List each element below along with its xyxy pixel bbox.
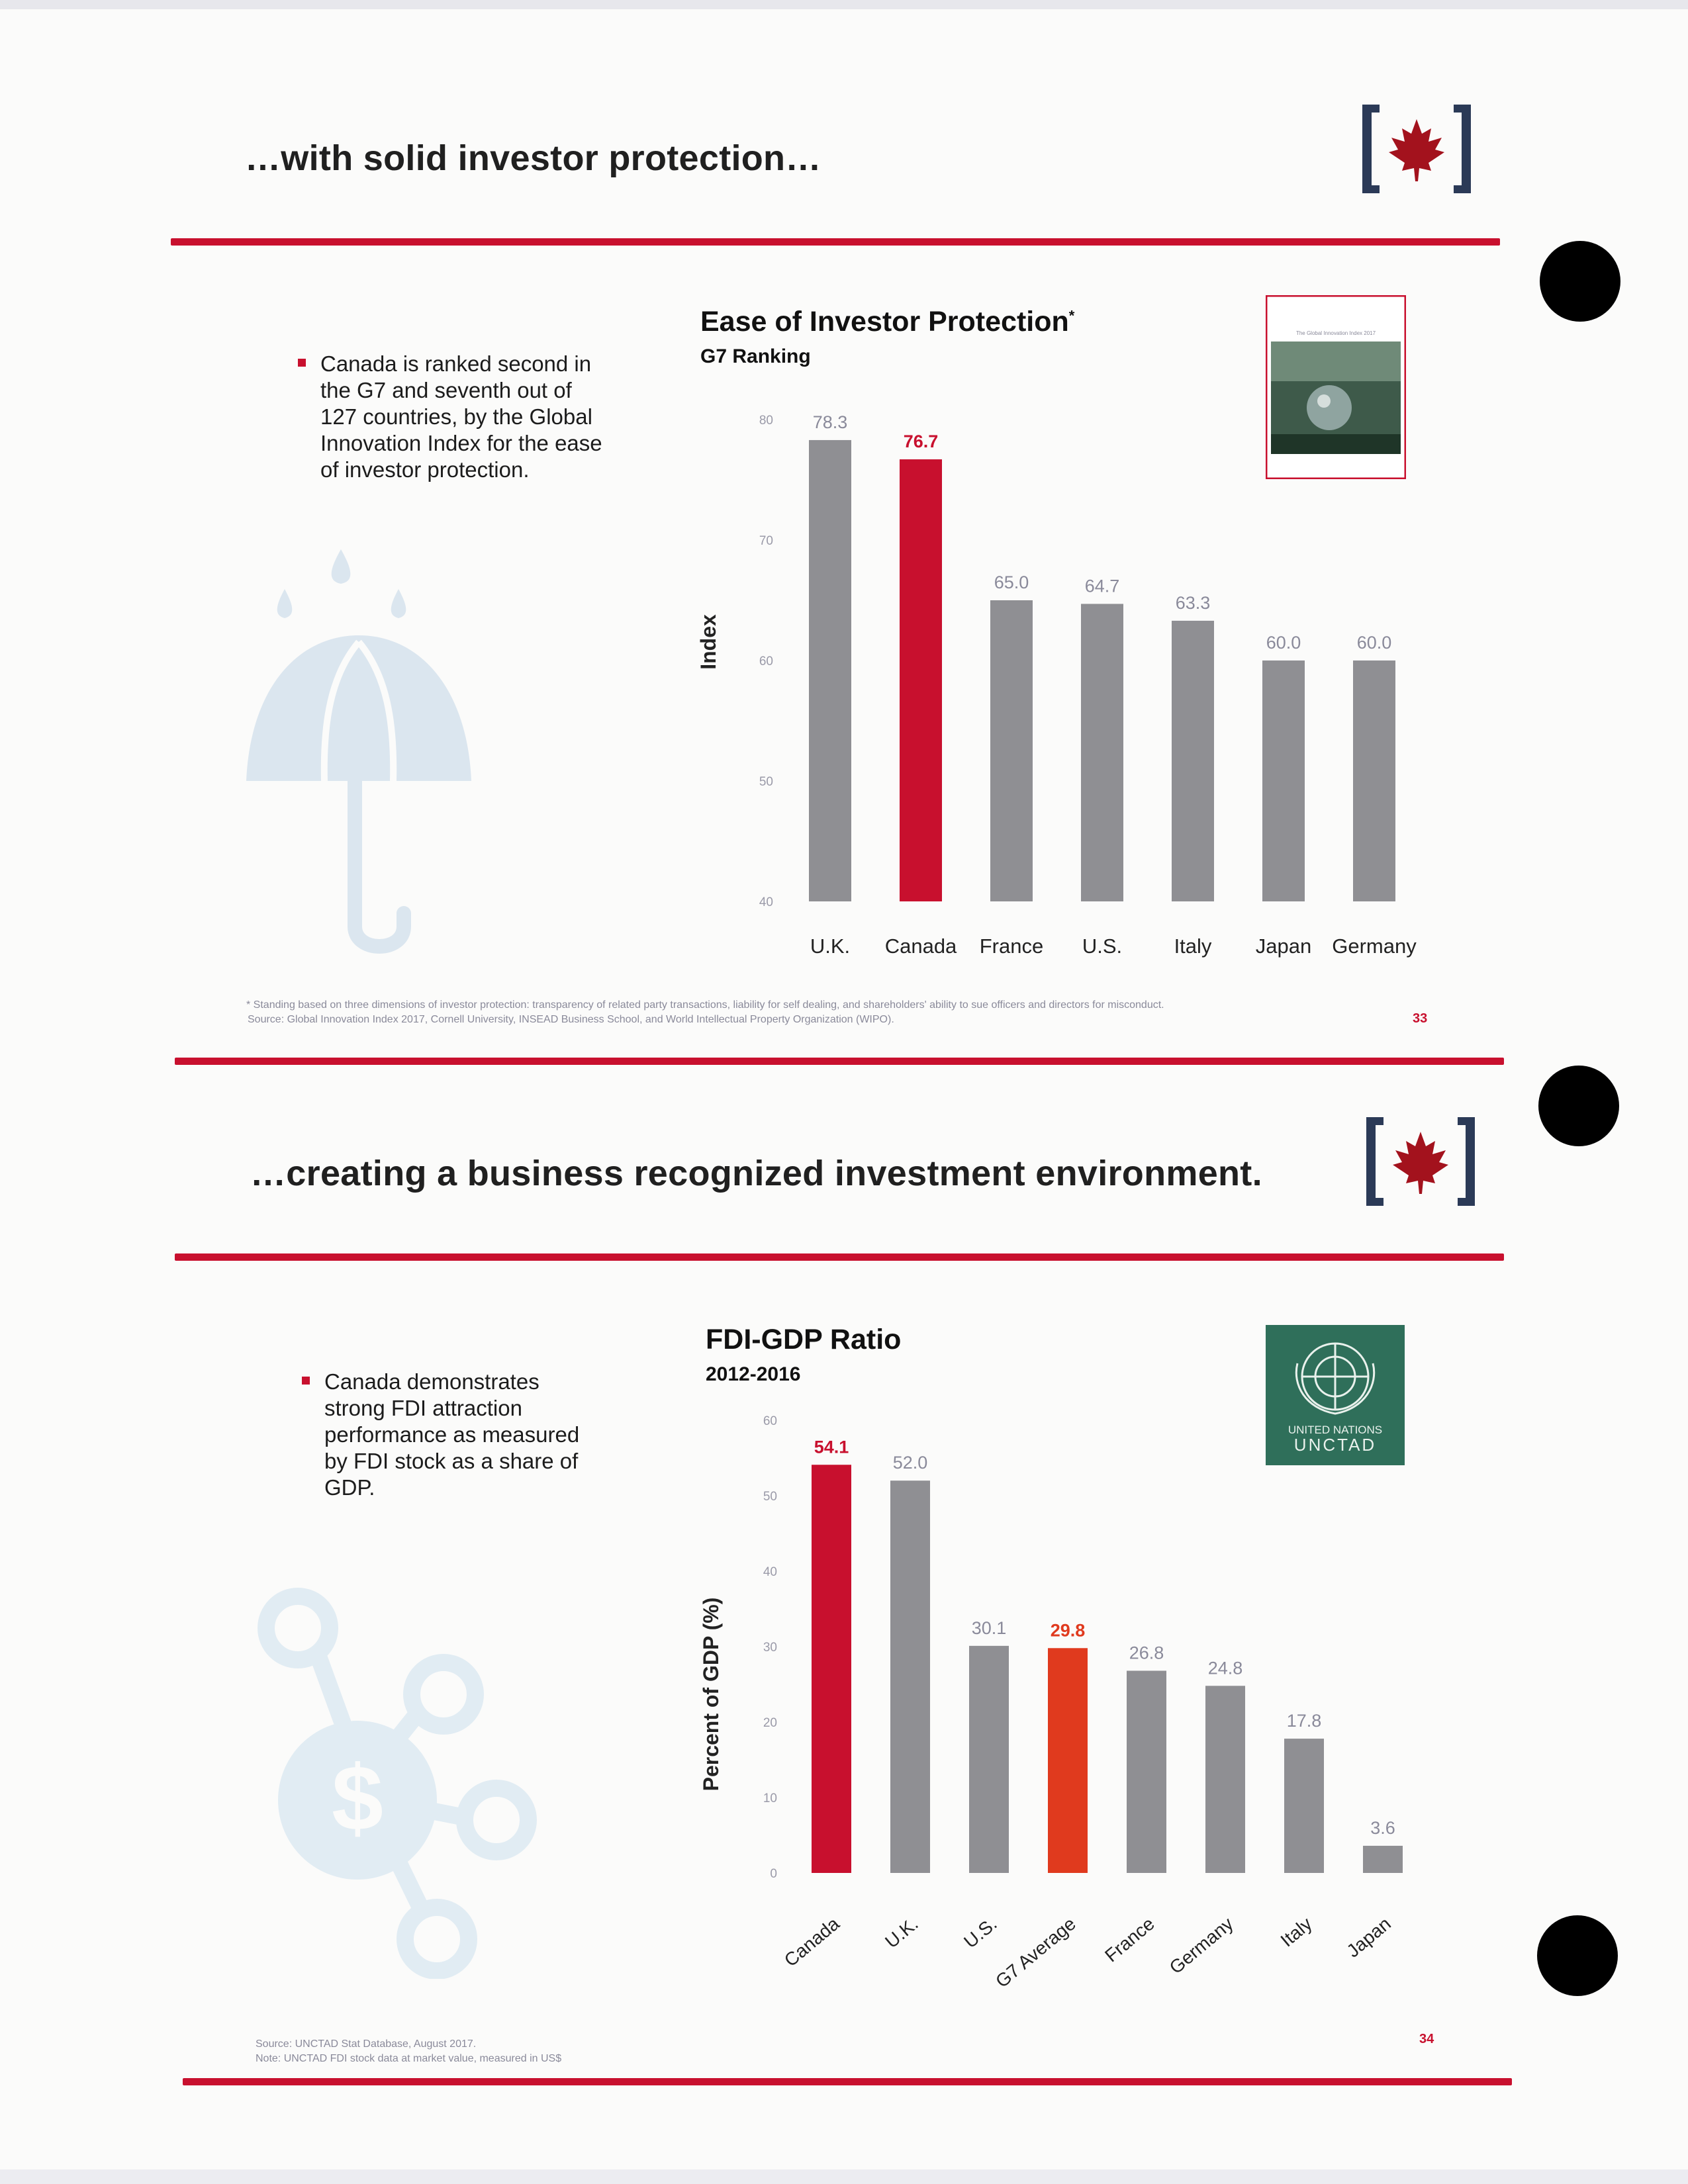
value-label: 17.8 xyxy=(1286,1711,1322,1731)
maple-leaf-bracket-logo-top xyxy=(1357,99,1476,199)
scan-edge-bottom xyxy=(0,2169,1688,2184)
chart-2-y-axis-label: Percent of GDP (%) xyxy=(699,1597,723,1792)
slide-34-title: …creating a business recognized investment environment. xyxy=(250,1154,1262,1193)
category-label: Canada xyxy=(884,934,957,958)
bar-italy xyxy=(1284,1739,1324,1873)
slide-34-bottom-rule xyxy=(183,2078,1512,2085)
y-tick-label: 30 xyxy=(763,1641,777,1655)
category-label: Italy xyxy=(1276,1913,1316,1951)
y-tick-label: 50 xyxy=(763,1490,777,1504)
value-label: 52.0 xyxy=(892,1453,928,1473)
category-label: U.S. xyxy=(960,1913,1001,1952)
page-number-34: 34 xyxy=(1419,2032,1434,2046)
chart-2-title: FDI-GDP Ratio xyxy=(706,1324,902,1355)
y-tick-label: 80 xyxy=(759,414,773,428)
slide-33-bullet: Canada is ranked second in the G7 and seventh out of 127 countries, by the Global Innovation Index for the ease of investor protection. xyxy=(320,351,612,483)
bar-u-k- xyxy=(890,1480,930,1873)
bar-u-s- xyxy=(1081,604,1123,901)
value-label: 29.8 xyxy=(1050,1620,1086,1641)
y-tick-label: 40 xyxy=(763,1565,777,1579)
bar-canada xyxy=(900,459,942,901)
bar-japan xyxy=(1262,660,1305,901)
chart-1-y-axis xyxy=(759,414,773,909)
bullet-square-icon xyxy=(302,1377,310,1385)
bar-germany xyxy=(1205,1686,1245,1873)
value-label: 54.1 xyxy=(814,1437,849,1457)
bar-france xyxy=(990,600,1033,901)
category-label: G7 Average xyxy=(992,1913,1080,1992)
category-label: U.K. xyxy=(810,934,851,958)
slide-34-top-rule xyxy=(175,1253,1504,1261)
chart-1-ease-of-investor-protection xyxy=(688,397,1483,966)
category-label: Germany xyxy=(1165,1913,1237,1978)
chart-1-y-axis-label: Index xyxy=(696,614,720,670)
value-label: 64.7 xyxy=(1084,576,1120,596)
value-label: 65.0 xyxy=(994,572,1029,592)
category-label: U.K. xyxy=(881,1913,922,1952)
punch-hole-2 xyxy=(1538,1066,1619,1146)
chart-2-subtitle: 2012-2016 xyxy=(706,1363,801,1385)
umbrella-rain-icon xyxy=(245,543,483,966)
value-label: 60.0 xyxy=(1356,633,1392,653)
maple-leaf-bracket-logo-bottom xyxy=(1361,1112,1480,1211)
category-label: Japan xyxy=(1342,1913,1395,1962)
slide-33-footnote-source: Source: Global Innovation Index 2017, Cornell University, INSEAD Business School, and World Intellectual Property Organization (WIPO). xyxy=(248,1014,894,1025)
y-tick-label: 60 xyxy=(759,655,773,668)
category-label: U.S. xyxy=(1082,934,1123,958)
y-tick-label: 70 xyxy=(759,534,773,548)
scan-edge-top xyxy=(0,0,1688,9)
un-logo-line1: UNITED NATIONS xyxy=(1288,1424,1383,1436)
bar-italy xyxy=(1172,621,1214,901)
bar-u-k- xyxy=(809,440,851,901)
chart-1-subtitle: G7 Ranking xyxy=(700,345,811,367)
slide-34-footnote-source: Source: UNCTAD Stat Database, August 2017. xyxy=(256,2038,477,2050)
slide-33-footnote-note: * Standing based on three dimensions of investor protection: transparency of related party transactions, liability for self dealing, and shareholders' ability to sue officers and directors for misconduct. xyxy=(246,999,1164,1011)
chart-2-bars xyxy=(812,1465,1403,1873)
un-logo-line2: UNCTAD xyxy=(1293,1435,1377,1455)
value-label: 30.1 xyxy=(971,1617,1007,1638)
category-label: Canada xyxy=(780,1913,843,1971)
bar-japan xyxy=(1363,1846,1403,1873)
y-tick-label: 60 xyxy=(763,1414,777,1428)
slide-34-bullet: Canada demonstrates strong FDI attraction performance as measured by FDI stock as a share of GDP. xyxy=(324,1369,602,1501)
category-label: Germany xyxy=(1332,934,1417,958)
value-label: 24.8 xyxy=(1207,1658,1243,1678)
chart-1-category-labels xyxy=(810,934,1417,958)
y-tick-label: 0 xyxy=(770,1867,777,1881)
slide-33-bottom-rule xyxy=(175,1058,1504,1065)
category-label: Japan xyxy=(1255,934,1312,958)
y-tick-label: 40 xyxy=(759,895,773,909)
punch-hole-1 xyxy=(1540,241,1620,322)
value-label: 63.3 xyxy=(1175,592,1211,613)
bar-france xyxy=(1127,1670,1166,1873)
chart-2-category-labels xyxy=(780,1913,1395,1992)
page-number-33: 33 xyxy=(1413,1011,1428,1026)
value-label: 3.6 xyxy=(1370,1817,1395,1838)
value-label: 26.8 xyxy=(1129,1643,1164,1663)
bar-g7-average xyxy=(1048,1648,1088,1873)
chart-1-title: Ease of Investor Protection* xyxy=(700,306,1075,338)
slide-33-top-rule xyxy=(171,238,1500,246)
chart-2-y-axis xyxy=(763,1414,777,1881)
value-label: 78.3 xyxy=(812,412,848,432)
y-tick-label: 50 xyxy=(759,775,773,789)
category-label: France xyxy=(979,934,1044,958)
value-label: 60.0 xyxy=(1266,633,1301,653)
slide-33-title: …with solid investor protection… xyxy=(245,138,821,178)
chart-1-bars xyxy=(809,440,1395,901)
bar-u-s- xyxy=(969,1646,1009,1873)
bullet-square-icon xyxy=(298,359,306,367)
category-label: France xyxy=(1101,1913,1158,1966)
punch-hole-3 xyxy=(1537,1915,1618,1996)
chart-2-fdi-gdp-ratio xyxy=(688,1403,1483,2025)
svg-text:$: $ xyxy=(332,1746,383,1850)
bar-germany xyxy=(1353,660,1395,901)
y-tick-label: 10 xyxy=(763,1792,777,1805)
y-tick-label: 20 xyxy=(763,1716,777,1730)
dollar-network-icon xyxy=(252,1582,549,1979)
cover-caption: The Global Innovation Index 2017 xyxy=(1295,330,1376,336)
slide-34-footnote-note: Note: UNCTAD FDI stock data at market value, measured in US$ xyxy=(256,2053,562,2064)
category-label: Italy xyxy=(1174,934,1212,958)
bar-canada xyxy=(812,1465,851,1873)
value-label: 76.7 xyxy=(903,432,939,452)
